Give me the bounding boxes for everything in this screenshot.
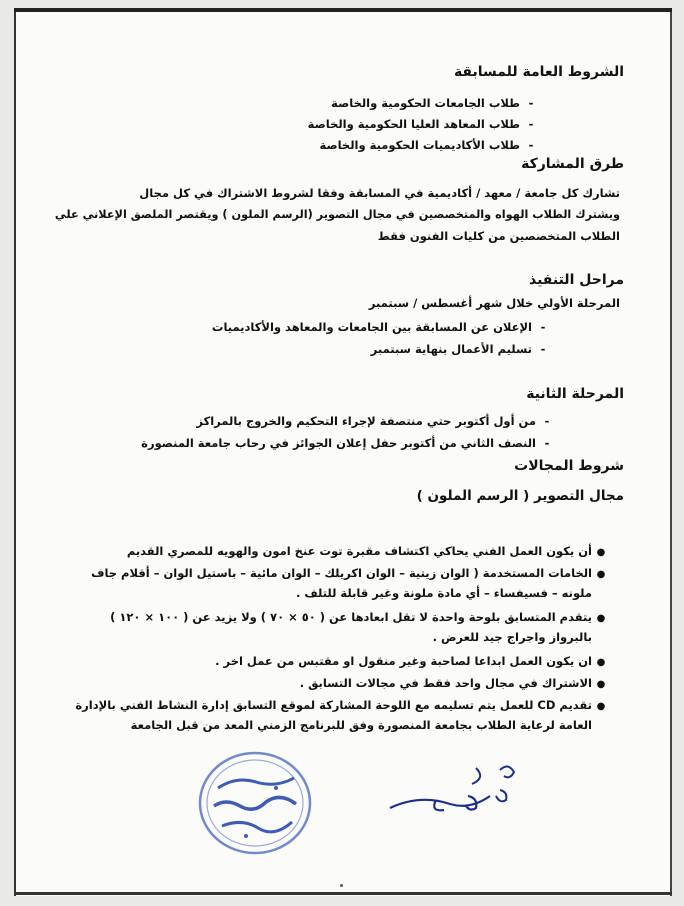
- field-condition-bullet: ●الخامات المستخدمة ( الوان زيتية – الوان اكريلك – الوان مائية – باستيل الوان – أقلام جاف ملونه – فسيفساء – أي مادة ملونة وغير قابلة للتلف .: [91, 566, 606, 600]
- phases-heading: مراحل التنفيذ: [529, 272, 624, 288]
- phase-one-item: -الإعلان عن المسابقة بين الجامعات والمعاهد والأكاديميات: [211, 320, 546, 334]
- phase-two-item: -النصف الثاني من أكتوبر حفل إعلان الجوائز في رحاب جامعة المنصورة: [141, 436, 550, 450]
- fields-heading: شروط المجالات: [514, 458, 624, 474]
- field-condition-bullet: ●ان يكون العمل ابداعا لصاحبة وغير منقول او مقتبس من عمل اخر .: [215, 654, 606, 668]
- page-bottom-edge: [14, 892, 672, 895]
- field-condition-bullet: ●تقديم CD للعمل يتم تسليمه مع اللوحة المشاركة لموقع التسابق إدارة النشاط الفني بالإدارة العامة لرعاية الطلاب بجامعة المنصورة وفق للبرنامج الزمني المعد من قبل الجامعة: [75, 698, 606, 732]
- phase-two-heading: المرحلة الثانية: [526, 386, 624, 402]
- general-condition-item: -طلاب الجامعات الحكومية والخاصة: [331, 96, 534, 110]
- phase-two-item: -من أول أكتوبر حتي منتصفة لإجراء التحكيم والخروج بالمراكز: [196, 414, 550, 428]
- phase-one-item: -تسليم الأعمال بنهاية سبتمبر: [370, 342, 546, 356]
- phase-one-line: المرحلة الأولي خلال شهر أغسطس / سبتمبر: [368, 296, 620, 310]
- participation-line: الطلاب المتخصصين من كليات الفنون فقط: [377, 229, 620, 243]
- general-conditions-heading: الشروط العامة للمسابقة: [453, 64, 624, 80]
- general-condition-item: -طلاب الأكاديميات الحكومية والخاصة: [319, 138, 534, 152]
- official-stamp: [196, 748, 314, 858]
- field-condition-bullet: ●الاشتراك في مجال واحد فقط في مجالات التسابق .: [299, 676, 606, 690]
- field-condition-bullet: ●يتقدم المتسابق بلوحة واحدة لا تقل ابعادها عن ( ٥٠ × ٧٠ ) ولا يزيد عن ( ١٠٠ × ١٢٠ ) بالبرواز واجراج جيد للعرض .: [110, 610, 606, 644]
- handwritten-signature: [380, 750, 530, 830]
- participation-line: تشارك كل جامعة / معهد / أكاديمية في المسابقة وفقا لشروط الاشتراك في كل مجال: [139, 186, 620, 200]
- page-mark: [340, 884, 343, 887]
- painting-field-subtitle: مجال التصوير ( الرسم الملون ): [416, 488, 624, 504]
- general-condition-item: -طلاب المعاهد العليا الحكومية والخاصة: [307, 117, 534, 131]
- participation-line: ويشترك الطلاب الهواه والمتخصصين في مجال التصوير (الرسم الملون ) ويقتصر الملصق الإعلاني علي: [54, 208, 620, 221]
- participation-heading: طرق المشاركة: [521, 156, 624, 172]
- field-condition-bullet: ●أن يكون العمل الفني يحاكي اكتشاف مقبرة توت عنخ امون والهويه للمصري القديم: [126, 544, 606, 558]
